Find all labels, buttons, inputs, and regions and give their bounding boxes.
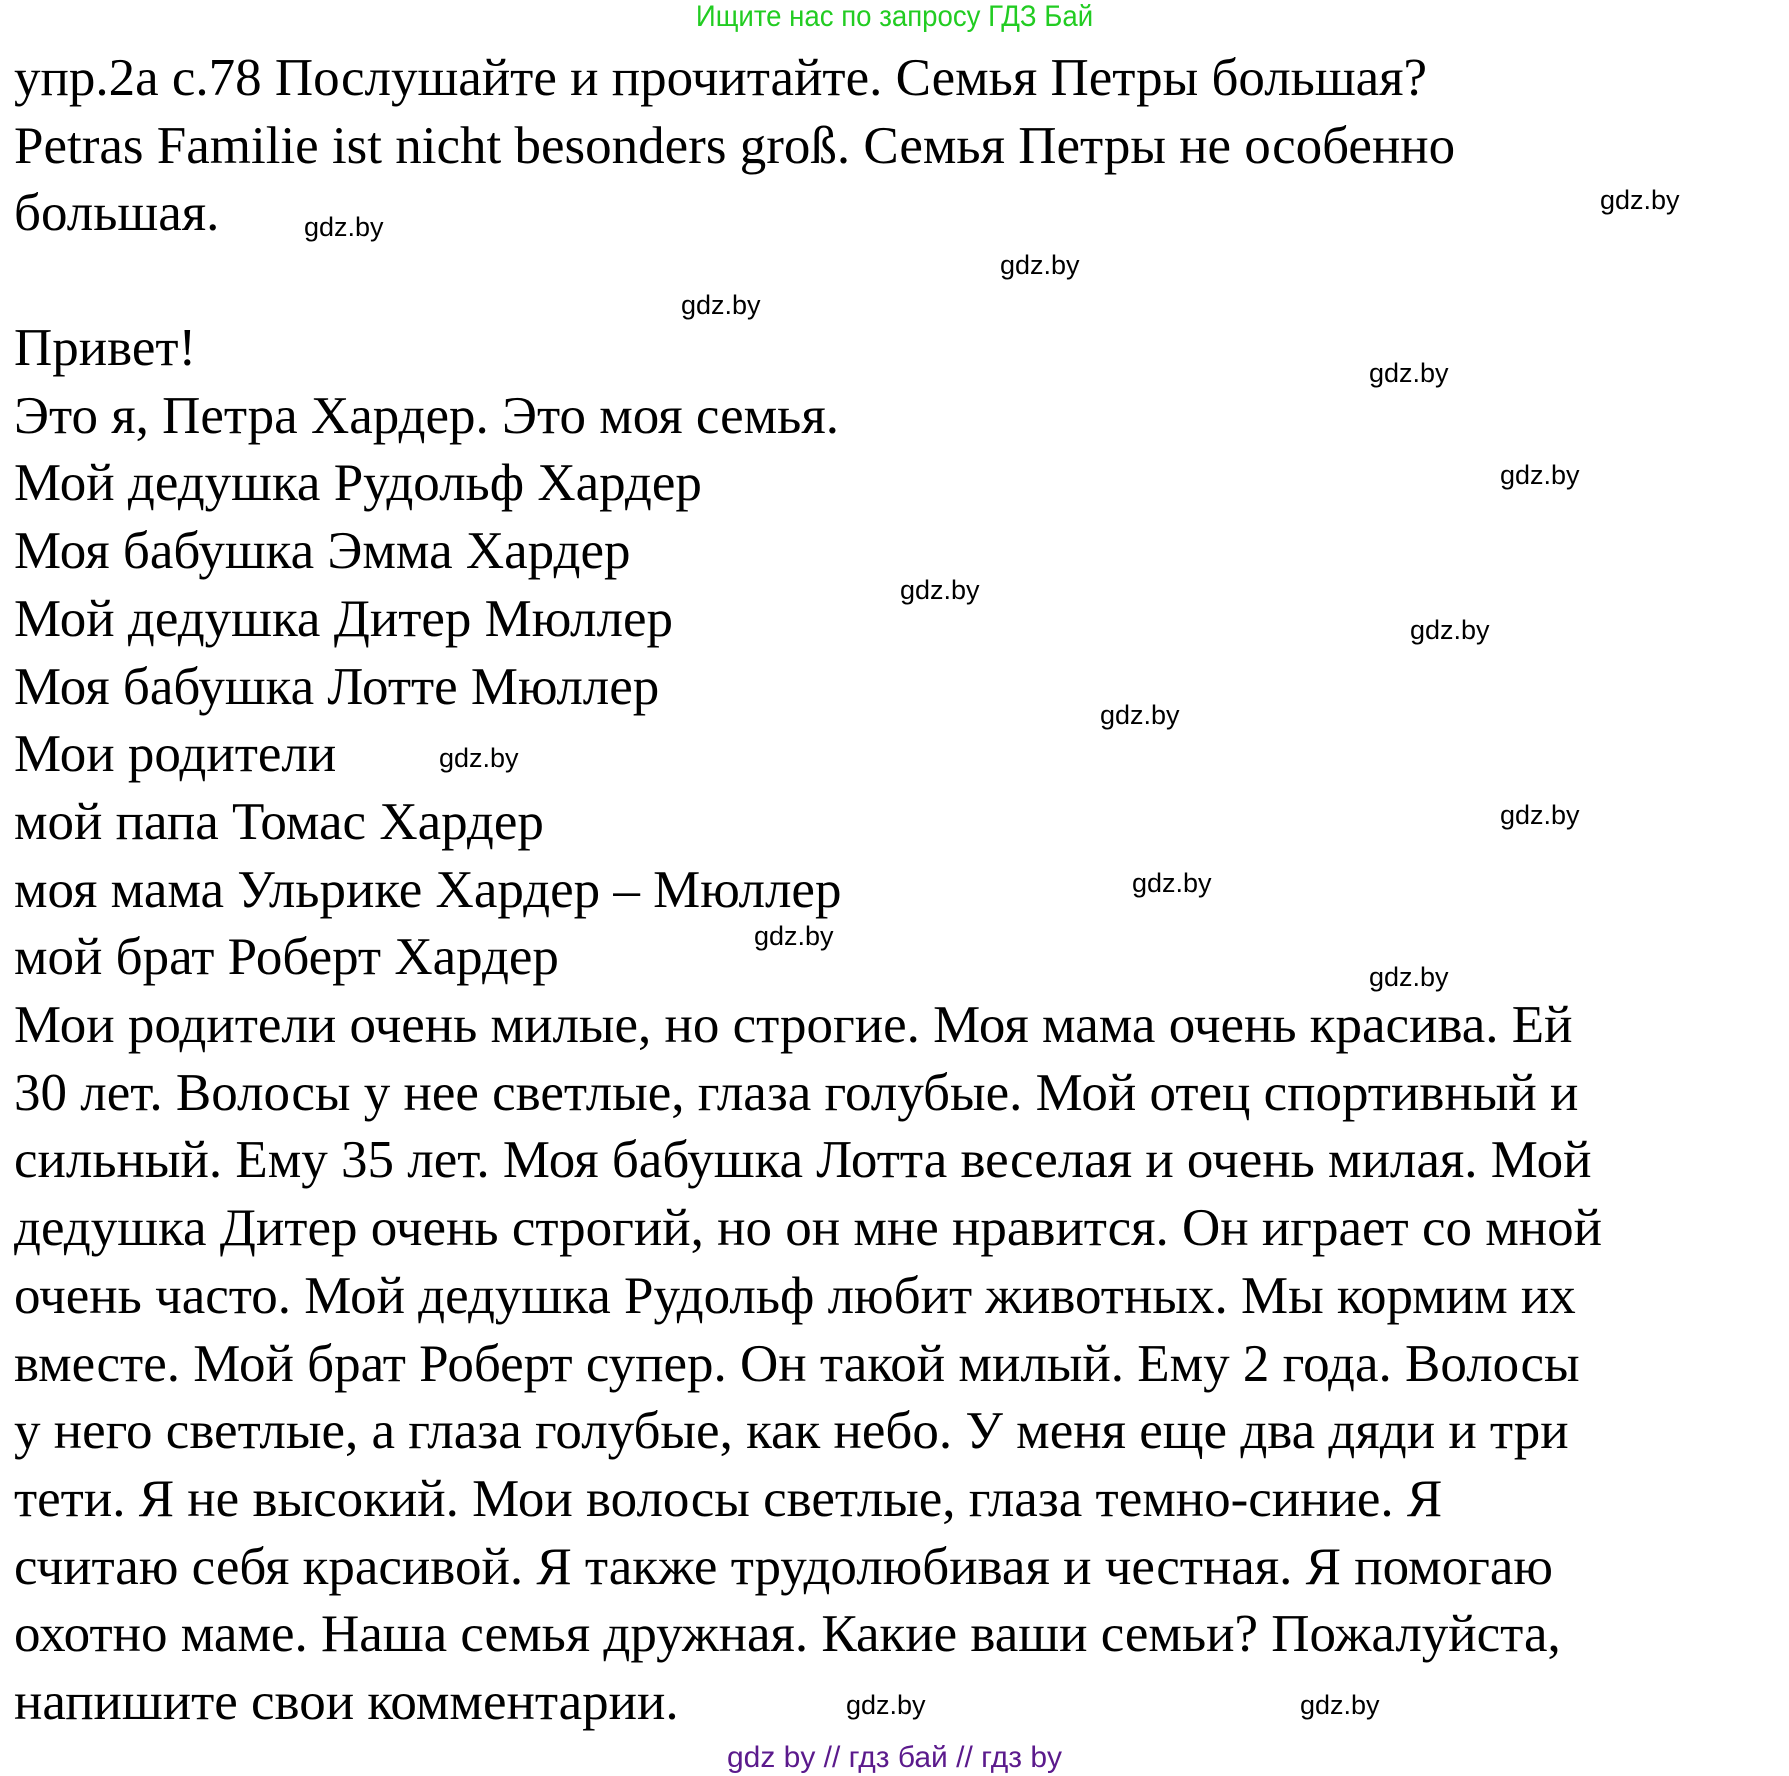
watermark-label: gdz.by [1500,460,1580,490]
watermark-label: gdz.by [1410,615,1490,645]
search-hint-header: Ищите нас по запросу ГДЗ Бай [695,0,1094,33]
text-line: очень часто. Мой дедушка Рудольф любит животных. Мы кормим их [14,1266,1576,1325]
text-line: Привет! [14,319,197,377]
text-line: Это я, Петра Хардер. Это моя семья. [14,386,839,445]
watermark-label: gdz.by [304,212,384,242]
text-line: охотно маме. Наша семья дружная. Какие ваши семьи? Пожалуйста, [14,1605,1561,1664]
title-line: большая. [14,184,220,243]
title-line: упр.2а с.78 Послушайте и прочитайте. Семья Петры большая? [14,49,1428,107]
watermark-label: gdz.by [846,1690,926,1720]
watermark-label: gdz.by [1132,868,1212,898]
watermark-label: gdz.by [1000,250,1080,280]
text-line: мой папа Томас Хардер [14,792,544,851]
watermark-label: gdz.by [900,575,980,605]
text-line: Мой дедушка Дитер Мюллер [14,589,673,648]
text-line: дедушка Дитер очень строгий, но он мне нравится. Он играет со мной [14,1199,1603,1258]
watermark-label: gdz.by [1369,358,1449,388]
text-line: Мои родители [14,725,337,784]
watermark-label: gdz.by [1300,1690,1380,1720]
text-line: мой брат Роберт Хардер [14,928,559,987]
text-line: Моя бабушка Лотте Мюллер [14,657,660,716]
text-line: у него светлые, а глаза голубые, как небо. У меня еще два дяди и три [14,1402,1569,1461]
title-line: Petras Familie ist nicht besonders groß. Семья Петры не особенно [14,116,1456,175]
text-line: вместе. Мой брат Роберт супер. Он такой милый. Ему 2 года. Волосы [14,1334,1580,1393]
watermark-label: gdz.by [1500,800,1580,830]
text-line: Моя бабушка Эмма Хардер [14,522,631,581]
watermark-label: gdz.by [754,921,834,951]
watermark-label: gdz.by [681,290,761,320]
text-line: Мой дедушка Рудольф Хардер [14,454,702,513]
text-line: сильный. Ему 35 лет. Моя бабушка Лотта веселая и очень милая. Мой [14,1131,1592,1190]
watermark-label: gdz.by [1100,700,1180,730]
text-line: тети. Я не высокий. Мои волосы светлые, глаза темно-синие. Я [14,1469,1443,1528]
text-line: считаю себя красивой. Я также трудолюбивая и честная. Я помогаю [14,1537,1553,1596]
text-line: напишите свои комментарии. [14,1673,679,1731]
watermark-label: gdz.by [439,743,519,773]
watermark-label: gdz.by [1369,962,1449,992]
text-line: 30 лет. Волосы у нее светлые, глаза голубые. Мой отец спортивный и [14,1063,1579,1122]
text-line: Мои родители очень милые, но строгие. Моя мама очень красива. Ей [14,996,1573,1054]
watermark-label: gdz.by [1600,185,1680,215]
text-line: моя мама Ульрике Хардер – Мюллер [14,860,842,919]
footer-links: gdz by // гдз бай // гдз by [726,1741,1063,1774]
